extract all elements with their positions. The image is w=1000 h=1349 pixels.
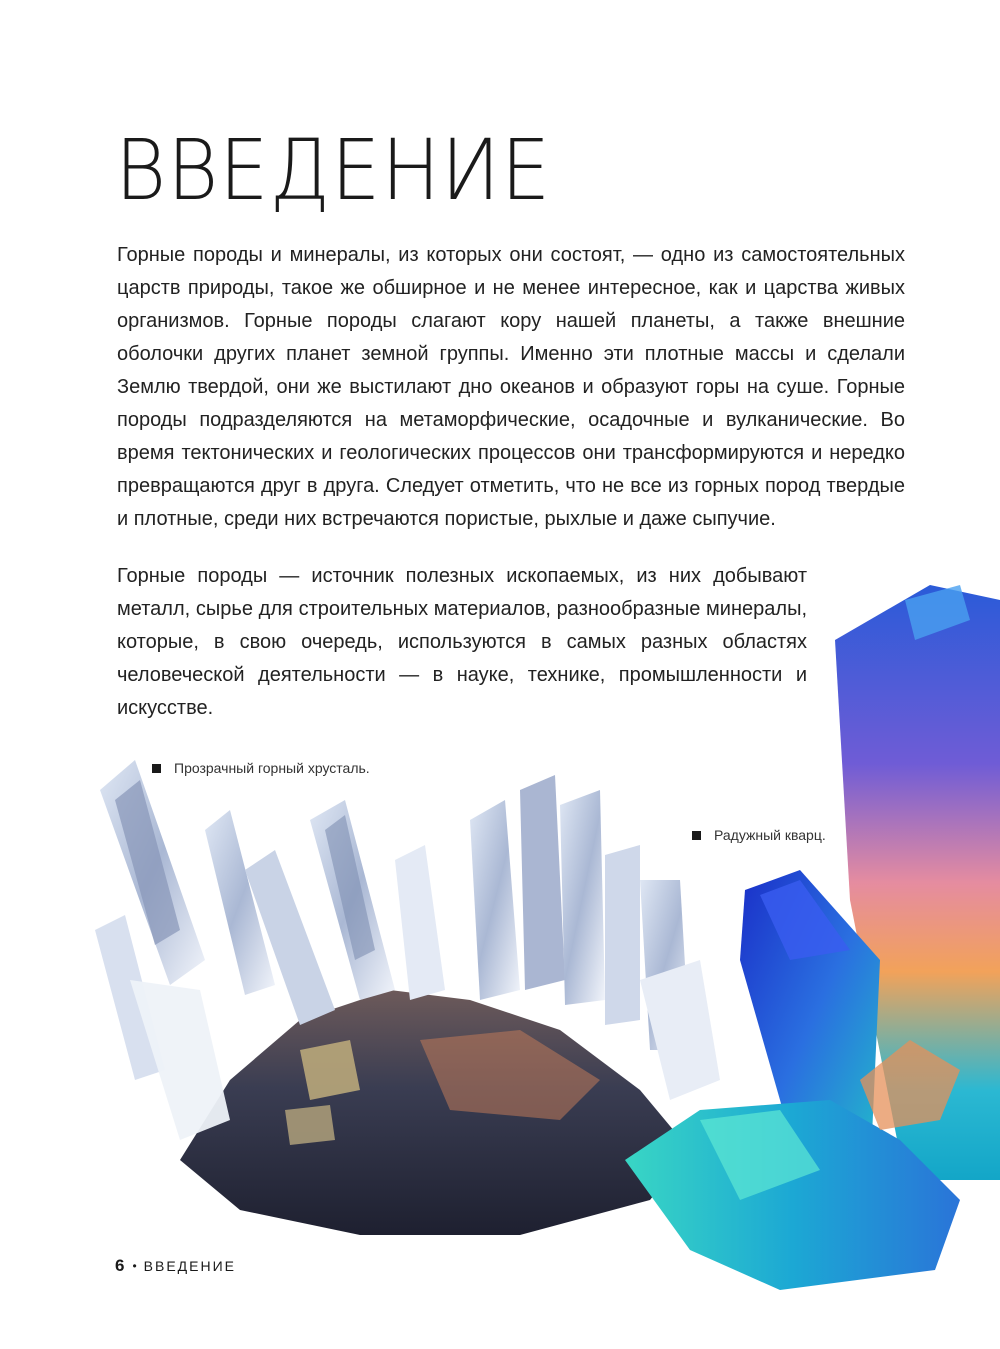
footer-bullet: • <box>132 1259 137 1273</box>
caption-text: Прозрачный горный хрусталь. <box>174 760 370 776</box>
intro-paragraph-1: Горные породы и минералы, из которых они состоят, — одно из самостоятельных царств природы, такое же обширное и не менее интересное, как и царства живых организмов. Горные породы слагают кору нашей планеты, а также внешние оболочки других планет земной группы. Именно эти плотные массы и сделали Землю твердой, они же выстилают дно океанов и образуют горы на суше. Горные породы подразделяются на метаморфические, осадочные и вулканические. Во время тектонических и геологических процессов они трансформируются и нередко превращаются друг в друга. Следует отметить, что не все из горных пород твердые и плотные, среди них встречаются пористые, рыхлые и даже сыпучие. <box>117 244 905 530</box>
page-number: 6 <box>115 1256 125 1275</box>
square-bullet-icon <box>152 764 161 773</box>
caption-rock-crystal <box>152 760 370 776</box>
caption-rainbow-quartz <box>692 827 826 843</box>
square-bullet-icon <box>692 831 701 840</box>
rock-crystal-image <box>95 760 720 1235</box>
page-title: ВВЕДЕНИЕ <box>115 121 552 219</box>
running-section-title: ВВЕДЕНИЕ <box>143 1258 237 1274</box>
page-footer <box>115 1256 236 1276</box>
intro-paragraph-2: Горные породы — источник полезных ископаемых, из них добывают металл, сырье для строительных материалов, разнообразные минералы, которые, в свою очередь, используются в самых разных областях человеческой деятельности — в науке, технике, промышленности и искусстве. <box>117 565 807 719</box>
caption-text: Радужный кварц. <box>714 827 826 843</box>
